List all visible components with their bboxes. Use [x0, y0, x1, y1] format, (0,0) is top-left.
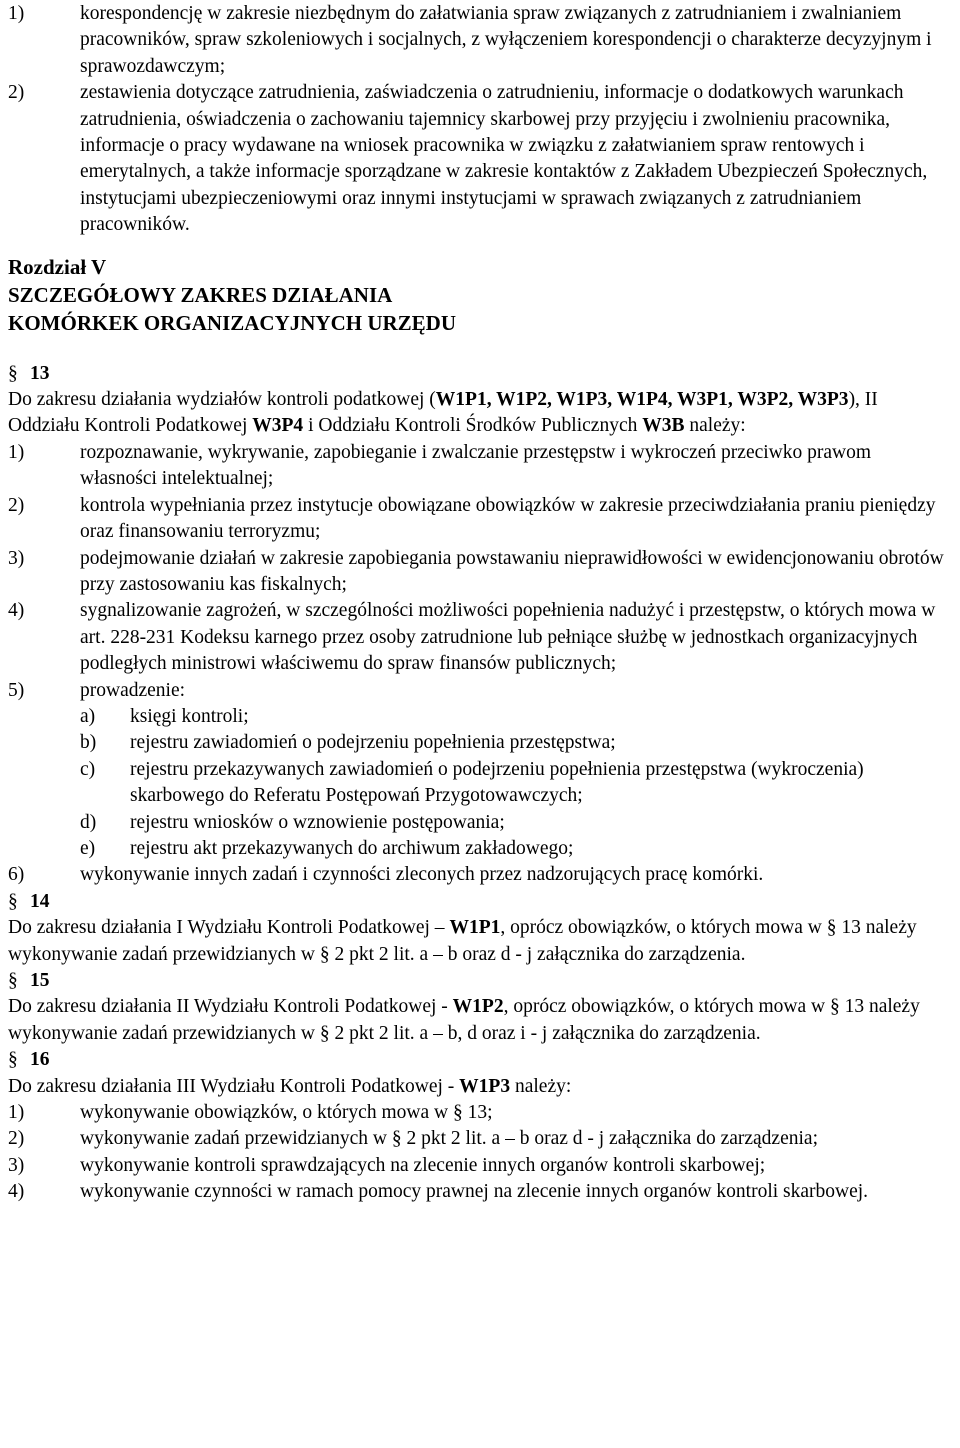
sub-list-item: [8, 836, 950, 862]
list-number: 3): [8, 547, 25, 569]
list-text: wykonywanie czynności w ramach pomocy prawnej na zlecenie innych organów kontroli skarbowej.: [80, 1181, 869, 1203]
unit-code: W1P2: [452, 996, 504, 1018]
sub-list-letter: c): [80, 758, 96, 780]
text-run: 13;: [462, 1102, 493, 1124]
sub-list-text: rejestru przekazywanych zawiadomień o podejrzeniu popełnienia przestępstwa (wykroczenia) skarbowego do Referatu Postępowań Przygotowawczych;: [130, 758, 864, 807]
list-number: 1): [8, 441, 25, 463]
text-run: 13 należy wykonywanie zadań przewidzianych w: [8, 917, 917, 965]
list-item: [8, 598, 950, 677]
section-16-intro: [8, 1074, 950, 1100]
section-heading-15: [8, 968, 950, 994]
text-run: i Oddziału Kontroli Środków Publicznych: [303, 415, 643, 437]
list-item: [8, 1100, 950, 1126]
section-heading-16: [8, 1047, 950, 1073]
section-14-text: [8, 915, 950, 968]
list-text: [80, 1126, 950, 1152]
sub-list-letter: d): [80, 811, 97, 833]
sub-list-letter: b): [80, 732, 97, 754]
text-run: 2 pkt 2 lit. a – b, d oraz i - j załącznika do zarządzenia.: [329, 1022, 761, 1044]
list-item: [8, 1179, 950, 1205]
list-number: 1): [8, 3, 25, 24]
list-item: [8, 1153, 950, 1179]
text-run: 2 pkt 2 lit. a – b oraz d - j załącznika do zarządzenia;: [401, 1128, 818, 1150]
section-symbol: §: [8, 890, 18, 912]
list-number: 3): [8, 1154, 25, 1176]
text-run: Do zakresu działania wydziałów kontroli podatkowej (: [8, 389, 436, 411]
list-number: 2): [8, 1128, 25, 1150]
list-item: [8, 493, 950, 546]
list-text: kontrola wypełniania przez instytucje obowiązane obowiązków w zakresie przeciwdziałania praniu pieniędzy oraz finansowaniu terroryzmu;: [80, 494, 936, 543]
section-13-intro: [8, 387, 950, 440]
list-text: wykonywanie kontroli sprawdzających na zlecenie innych organów kontroli skarbowej;: [80, 1154, 766, 1176]
list-text: sygnalizowanie zagrożeń, w szczególności możliwości popełnienia nadużyć i przestępstw, o których mowa w art. 228-231 Kodeksu karnego przez osoby zatrudnione lub pełniące służbę w jednostkach organizacyjnych podległych ministrowi właściwemu do spraw finansów publicznych;: [80, 600, 936, 675]
list-number: 4): [8, 600, 25, 622]
chapter-title-line-2: KOMÓRKEK ORGANIZACYJNYCH URZĘDU: [8, 310, 457, 335]
text-run: wykonywanie obowiązków, o których mowa w: [80, 1102, 453, 1124]
unit-code: W1P3: [459, 1075, 511, 1097]
list-item: [8, 440, 950, 493]
list-number: 6): [8, 864, 25, 886]
section-heading-14: [8, 889, 950, 915]
text-run: Do zakresu działania III Wydziału Kontroli Podatkowej -: [8, 1075, 460, 1097]
list-text: prowadzenie:: [80, 679, 186, 701]
chapter-number: Rozdział V: [8, 254, 107, 279]
list-number: 5): [8, 679, 25, 701]
list-text: zestawienia dotyczące zatrudnienia, zaświadczenia o zatrudnieniu, informacje o dodatkowych warunkach zatrudnienia, oświadczenia o zachowaniu tajemnicy skarbowej przy przyjęciu i zwolnieniu pracownika, informacje o pracy wydawane na wniosek pracownika w związku z załatwianiem spraw rentowych i emerytalnych, a także informacje sporządzane w zakresie kontaktów z Zakładem Ubezpieczeń Społecznych, instytucjami ubezpieczeniowymi oraz innymi instytucjami w sprawach związanych z zatrudnianiem pracowników.: [80, 82, 928, 236]
sub-list-item: [8, 810, 950, 836]
list-number: 2): [8, 82, 25, 104]
section-heading-13: [8, 361, 950, 387]
section-15-text: [8, 994, 950, 1047]
section-symbol: §: [829, 996, 840, 1018]
list-text: wykonywanie innych zadań i czynności zleconych przez nadzorujących pracę komórki.: [80, 864, 764, 886]
chapter-title-line-1: SZCZEGÓŁOWY ZAKRES DZIAŁANIA: [8, 282, 393, 307]
sub-list-item: [8, 730, 950, 756]
list-number: 4): [8, 1181, 25, 1203]
list-number: 2): [8, 494, 25, 516]
section-symbol: §: [319, 1022, 330, 1044]
list-text: rozpoznawanie, wykrywanie, zapobieganie i zwalczanie przestępstw i wykroczeń przeciwko prawom własności intelektualnej;: [80, 441, 872, 490]
section-symbol: §: [826, 917, 837, 939]
section-number: 16: [30, 1049, 50, 1071]
text-run: należy:: [684, 415, 746, 437]
list-item: [8, 678, 950, 704]
chapter-heading: [8, 253, 950, 337]
section-number: 15: [30, 970, 50, 991]
text-run: Do zakresu działania I Wydziału Kontroli Podatkowej –: [8, 917, 450, 939]
unit-codes: W1P1, W1P2, W1P3, W1P4, W3P1, W3P2, W3P3: [435, 389, 849, 411]
list-text: [80, 1100, 950, 1126]
section-symbol: §: [8, 362, 18, 384]
sub-list-text: księgi kontroli;: [130, 705, 249, 727]
text-run: wykonywanie zadań przewidzianych w: [80, 1128, 392, 1150]
section-symbol: §: [8, 970, 18, 991]
sub-list-text: rejestru wniosków o wznowienie postępowania;: [130, 811, 505, 833]
section-number: 13: [30, 362, 50, 384]
text-run: Do zakresu działania II Wydziału Kontroli Podatkowej -: [8, 996, 453, 1018]
section-symbol: §: [452, 1102, 463, 1124]
section-symbol: §: [319, 943, 330, 965]
text-run: 13 należy wykonywanie zadań przewidzianych w: [8, 996, 920, 1044]
unit-code: W3B: [642, 415, 685, 437]
list-number: 1): [8, 1102, 25, 1124]
list-item: [8, 546, 950, 599]
list-item: [8, 1126, 950, 1152]
text-run: , oprócz obowiązków, o których mowa w: [503, 996, 830, 1018]
list-text: korespondencję w zakresie niezbędnym do załatwiania spraw związanych z zatrudnianiem i zwalnianiem pracowników, spraw szkoleniowych i socjalnych, z wyłączeniem korespondencji o charakterze decyzyjnym i sprawozdawczym;: [80, 3, 932, 77]
sub-list-text: rejestru akt przekazywanych do archiwum zakładowego;: [130, 837, 574, 859]
sub-list-item: [8, 757, 950, 810]
list-item: [8, 1, 950, 80]
sub-list-text: rejestru zawiadomień o podejrzeniu popełnienia przestępstwa;: [130, 732, 616, 754]
sub-list-letter: e): [80, 837, 96, 859]
text-run: ), II Oddziału Kontroli Podatkowej: [8, 389, 878, 437]
section-symbol: §: [391, 1128, 402, 1150]
sub-list-letter: a): [80, 705, 96, 727]
text-run: 2 pkt 2 lit. a – b oraz d - j załącznika do zarządzenia.: [329, 943, 746, 965]
text-run: należy:: [510, 1075, 572, 1097]
unit-code: W3P4: [252, 415, 304, 437]
sub-list-item: [8, 704, 950, 730]
section-number: 14: [30, 890, 50, 912]
list-item: [8, 80, 950, 238]
unit-code: W1P1: [449, 917, 501, 939]
text-run: , oprócz obowiązków, o których mowa w: [500, 917, 827, 939]
list-item: [8, 862, 950, 888]
list-text: podejmowanie działań w zakresie zapobiegania powstawaniu nieprawidłowości w ewidencjonowaniu obrotów przy zastosowaniu kas fiskalnych;: [80, 547, 944, 595]
section-symbol: §: [8, 1049, 18, 1071]
